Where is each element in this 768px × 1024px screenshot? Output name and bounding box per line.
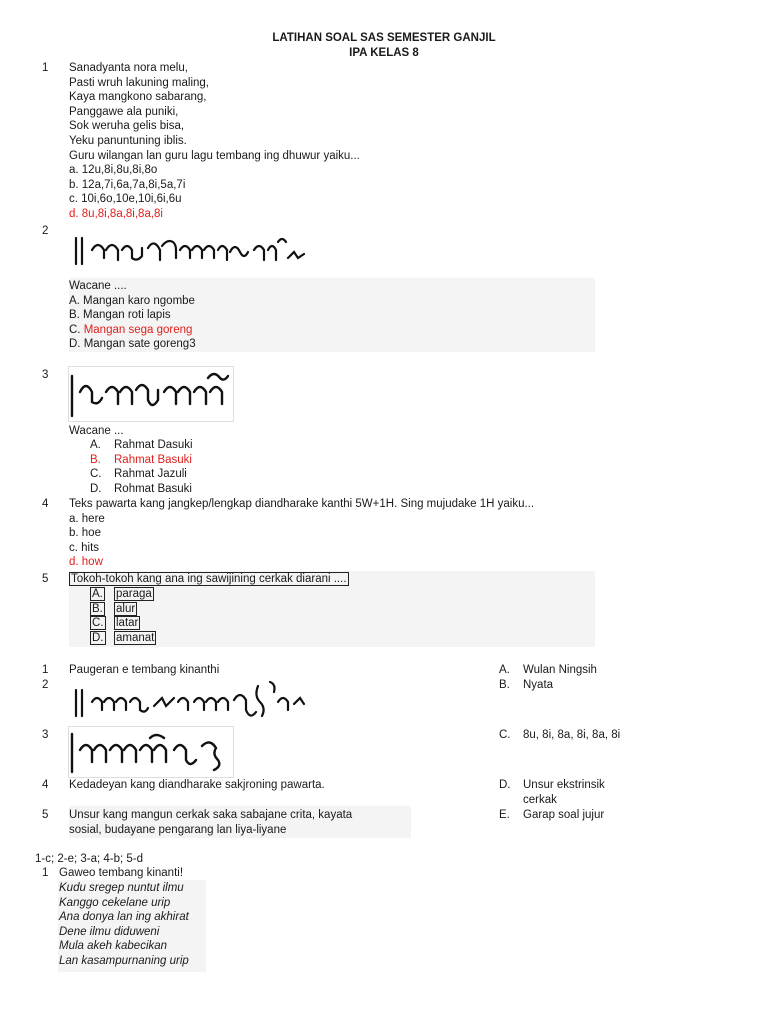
poem-line: Panggawe ala puniki, bbox=[69, 105, 179, 118]
question-prompt: Guru wilangan lan guru lagu tembang ing dhuwur yaiku... bbox=[69, 149, 360, 162]
option-letter: C. bbox=[92, 617, 104, 630]
prompt-box: Tokoh-tokoh kang ana ing sawijining cerkak diarani .... bbox=[71, 573, 347, 585]
poem-line: Pasti wruh lakuning maling, bbox=[69, 76, 209, 89]
match-left-5-line: Unsur kang mangun cerkak saka sabajane crita, kayata bbox=[69, 809, 353, 821]
option: D. Mangan sate goreng3 bbox=[69, 338, 196, 351]
option: c. 10i,6o,10e,10i,6i,6u bbox=[69, 193, 182, 206]
question-prompt: Wacane .... bbox=[69, 280, 127, 292]
essay-line: Lan kasampurnaning urip bbox=[59, 954, 189, 967]
essay-line: Kudu sregep nuntut ilmu bbox=[59, 882, 184, 894]
option-letter: B. bbox=[90, 453, 101, 466]
option-texts bbox=[114, 438, 193, 496]
option-letter: A. bbox=[90, 439, 101, 451]
question-2 bbox=[69, 279, 196, 352]
option: B. Mangan roti lapis bbox=[69, 309, 171, 322]
match-number: 4 bbox=[42, 779, 49, 791]
poem-line: Kaya mangkono sabarang, bbox=[69, 91, 207, 104]
question-number: 1 bbox=[42, 62, 49, 74]
javanese-script-image bbox=[72, 676, 314, 726]
match-number: 2 bbox=[42, 679, 49, 691]
option-letter: B. bbox=[92, 602, 103, 615]
essay-line: Kanggo cekelane urip bbox=[59, 896, 171, 909]
question-prompt: Teks pawarta kang jangkep/lengkap diandharake kanthi 5W+1H. Sing mujudake 1H yaiku... bbox=[69, 498, 535, 510]
option-answer: d. 8u,8i,8a,8i,8a,8i bbox=[69, 207, 163, 220]
option: Rohmat Basuki bbox=[114, 482, 192, 495]
essay-prompt: Gaweo tembang kinanti! bbox=[59, 867, 184, 879]
option: latar bbox=[116, 617, 139, 630]
match-right-b: Nyata bbox=[523, 679, 554, 691]
match-right-d-line: Unsur ekstrinsik bbox=[523, 779, 605, 791]
option-letter: A. bbox=[92, 588, 103, 600]
match-number: 3 bbox=[42, 729, 49, 741]
match-left-1: Paugeran e tembang kinanthi bbox=[69, 664, 220, 676]
option-letter: D. bbox=[90, 482, 102, 495]
question-number: 3 bbox=[42, 369, 49, 381]
page-title: LATIHAN SOAL SAS SEMESTER GANJIL bbox=[272, 32, 496, 44]
match-letter: C. bbox=[499, 729, 511, 741]
match-letter: A. bbox=[499, 664, 510, 676]
question-number: 5 bbox=[42, 573, 49, 585]
question-prompt bbox=[69, 572, 349, 587]
question-4 bbox=[69, 497, 534, 570]
question-1 bbox=[69, 61, 360, 222]
javanese-script-image bbox=[68, 366, 234, 422]
match-left-4: Kedadeyan kang diandharake sakjroning pawarta. bbox=[69, 779, 325, 791]
question-prompt: Wacane ... bbox=[69, 425, 124, 437]
javanese-script-image bbox=[72, 228, 308, 268]
match-right-e: Garap soal jujur bbox=[523, 809, 605, 821]
option: b. 12a,7i,6a,7a,8i,5a,7i bbox=[69, 178, 186, 191]
match-right-d bbox=[523, 778, 605, 807]
option-letter: C. bbox=[69, 323, 84, 336]
option-letters bbox=[90, 438, 102, 496]
match-left-5 bbox=[69, 808, 352, 837]
match-right-c: 8u, 8i, 8a, 8i, 8a, 8i bbox=[523, 729, 621, 741]
option-letter: D. bbox=[92, 631, 104, 644]
question-number: 2 bbox=[42, 225, 49, 237]
essay-answer bbox=[59, 881, 189, 969]
essay-line: Ana donya lan ing akhirat bbox=[59, 911, 189, 924]
option-answer-row bbox=[69, 323, 196, 338]
option: paraga bbox=[116, 588, 152, 600]
poem-line: Sok weruha gelis bisa, bbox=[69, 120, 185, 133]
match-number: 1 bbox=[42, 664, 49, 676]
essay-line: Mula akeh kabecikan bbox=[59, 940, 168, 953]
option: alur bbox=[116, 602, 136, 615]
option-letters bbox=[90, 587, 106, 645]
match-letter: E. bbox=[499, 809, 510, 821]
option: amanat bbox=[116, 631, 155, 644]
essay-number: 1 bbox=[42, 867, 49, 879]
poem-line: Sanadyanta nora melu, bbox=[69, 62, 188, 74]
option-texts bbox=[114, 587, 156, 645]
match-letter: B. bbox=[499, 679, 510, 691]
poem-line: Yeku panuntuning iblis. bbox=[69, 134, 187, 147]
option: c. hits bbox=[69, 541, 100, 554]
option: Rahmat Jazuli bbox=[114, 468, 187, 481]
option-answer: Rahmat Basuki bbox=[114, 453, 192, 466]
option-answer: d. how bbox=[69, 556, 103, 569]
option: Rahmat Dasuki bbox=[114, 439, 193, 451]
page-subtitle: IPA KELAS 8 bbox=[349, 47, 419, 59]
match-number: 5 bbox=[42, 809, 49, 821]
essay-line: Dene ilmu diduweni bbox=[59, 925, 160, 938]
javanese-script-image bbox=[68, 726, 234, 778]
option: a. 12u,8i,8u,8i,8o bbox=[69, 164, 158, 177]
question-number: 4 bbox=[42, 498, 49, 510]
option: a. here bbox=[69, 512, 105, 525]
option: b. hoe bbox=[69, 527, 101, 540]
option-answer: Mangan sega goreng bbox=[83, 323, 193, 336]
match-right-a: Wulan Ningsih bbox=[523, 664, 597, 676]
match-letter: D. bbox=[499, 779, 511, 791]
option: A. Mangan karo ngombe bbox=[69, 294, 195, 307]
match-right-d-line: cerkak bbox=[523, 793, 557, 806]
option-letter: C. bbox=[90, 468, 102, 481]
match-left-5-line: sosial, budayane pengarang lan liya-liyane bbox=[69, 823, 287, 836]
answer-key: 1-c; 2-e; 3-a; 4-b; 5-d bbox=[35, 853, 144, 865]
